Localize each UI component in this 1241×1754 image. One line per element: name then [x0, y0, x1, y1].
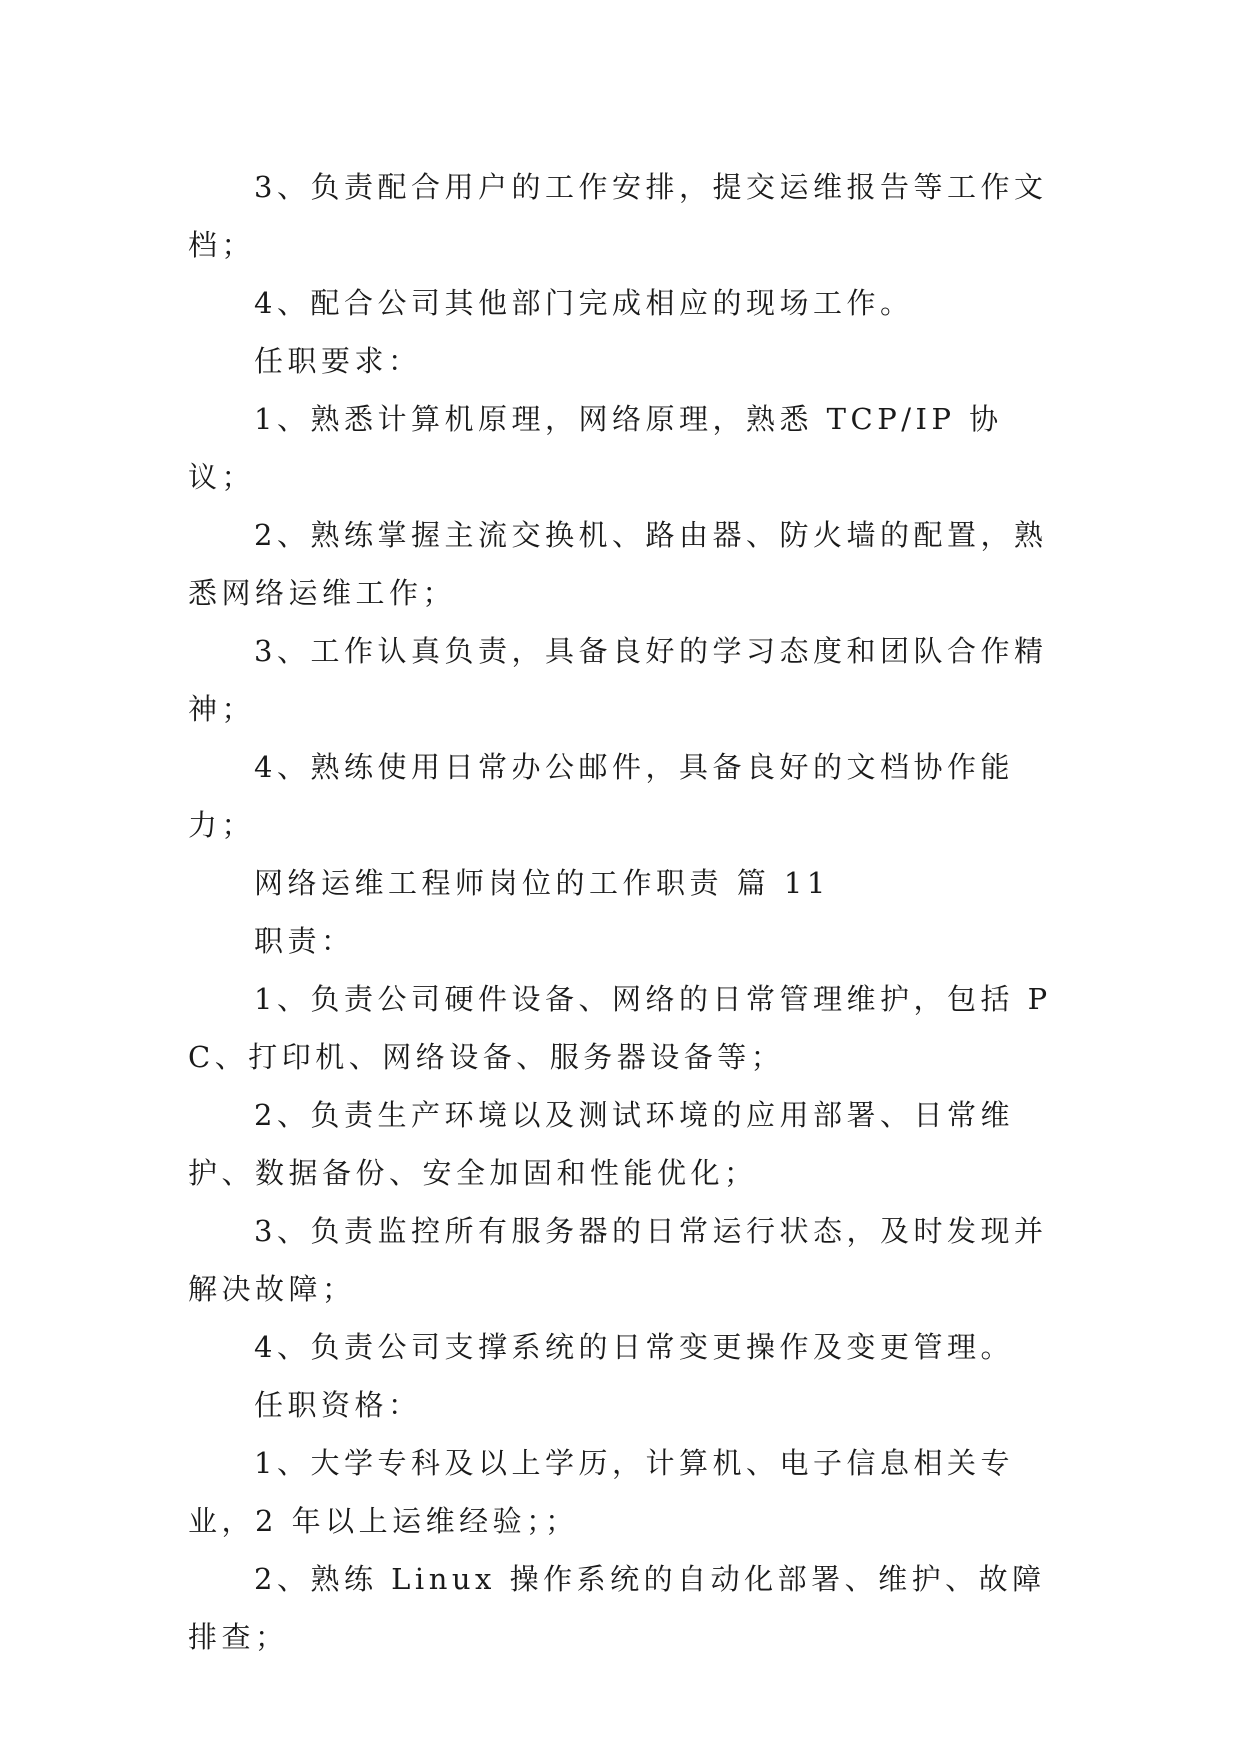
- paragraph: 1、大学专科及以上学历，计算机、电子信息相关专业，2 年以上运维经验；；: [188, 1446, 1014, 1538]
- paragraph: 3、负责配合用户的工作安排，提交运维报告等工作文档；: [188, 170, 1048, 262]
- paragraph: 1、负责公司硬件设备、网络的日常管理维护，包括 PC、打印机、网络设备、服务器设备等；: [188, 982, 1052, 1074]
- paragraph: 3、工作认真负责，具备良好的学习态度和团队合作精神；: [188, 634, 1048, 726]
- paragraph: 1、熟悉计算机原理，网络原理，熟悉 TCP/IP 协议；: [188, 402, 1003, 494]
- paragraph: 3、负责监控所有服务器的日常运行状态，及时发现并解决故障；: [188, 1214, 1048, 1306]
- paragraph: 4、负责公司支撑系统的日常变更操作及变更管理。: [254, 1330, 1014, 1364]
- section-heading: 职责：: [254, 924, 355, 958]
- document-body: [188, 158, 1058, 1666]
- paragraph: 2、熟练 Linux 操作系统的自动化部署、维护、故障排查；: [188, 1562, 1046, 1654]
- section-heading: 任职要求：: [254, 344, 422, 378]
- paragraph: 4、熟练使用日常办公邮件，具备良好的文档协作能力；: [188, 750, 1014, 842]
- section-title: 网络运维工程师岗位的工作职责 篇 11: [254, 866, 830, 900]
- paragraph: 2、熟练掌握主流交换机、路由器、防火墙的配置，熟悉网络运维工作；: [188, 518, 1048, 610]
- section-heading: 任职资格：: [254, 1388, 422, 1422]
- paragraph: 4、配合公司其他部门完成相应的现场工作。: [254, 286, 914, 320]
- paragraph: 2、负责生产环境以及测试环境的应用部署、日常维护、数据备份、安全加固和性能优化；: [188, 1098, 1014, 1190]
